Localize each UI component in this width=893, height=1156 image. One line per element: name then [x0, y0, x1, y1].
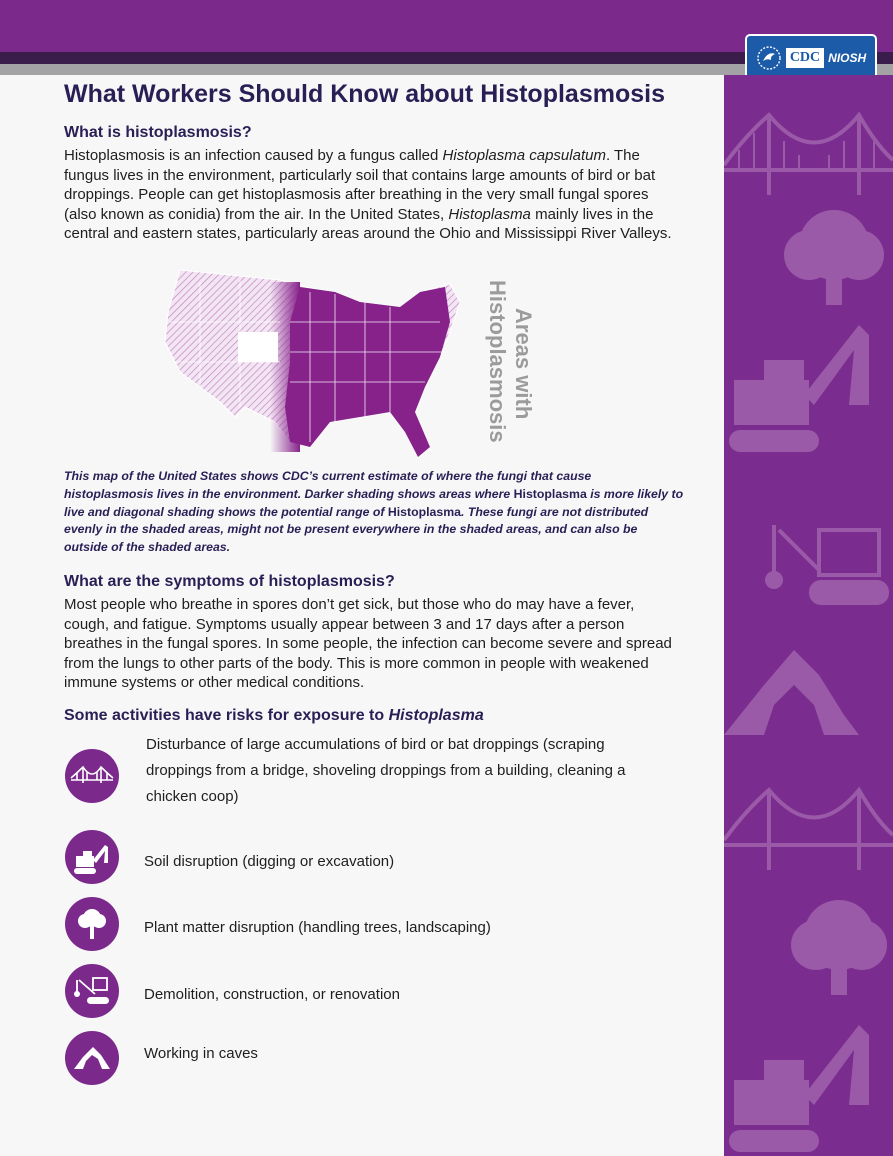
intro-species-name: Histoplasma capsulatum	[442, 147, 606, 164]
tree-icon-2	[791, 900, 887, 995]
activity-caves-text: Working in caves	[144, 1045, 258, 1062]
excavator-icon	[65, 830, 119, 884]
activity-soil-text: Soil disruption (digging or excavation)	[144, 853, 395, 870]
cdc-wordmark: CDC	[786, 48, 824, 68]
section-heading-symptoms: What are the symptoms of histoplasmosis?	[64, 573, 395, 590]
tree-icon	[65, 897, 119, 951]
sidebar-illustrations	[724, 75, 893, 1156]
cave-icon	[65, 1031, 119, 1085]
activities-heading-genus: Histoplasma	[388, 707, 484, 724]
section-heading-what-is: What is histoplasmosis?	[64, 124, 252, 141]
activity-plant-text: Plant matter disruption (handling trees, landscaping)	[144, 919, 491, 936]
map-title-vertical	[440, 280, 550, 450]
crane-icon	[767, 525, 879, 587]
intro-text-1: Histoplasmosis is an infection caused by a fungus called	[64, 147, 443, 164]
bridge-icon	[724, 115, 893, 195]
map-title-line1: Areas with	[511, 308, 536, 420]
intro-text-2: . The fungus lives in the environment, particularly soil that contains large amounts of bird or bat droppings. People can get histoplasmosis after breathing in the very small fungal spores (also known as conidia) from the air. In the United States,	[64, 147, 656, 223]
section-heading-activities	[64, 707, 484, 725]
map-caption	[64, 468, 684, 557]
caption-genus-2: Histoplasma	[387, 504, 461, 519]
caption-text-2: is more likely to live and diagonal shading shows the potential range of	[64, 486, 684, 519]
crane-base-icon	[809, 580, 889, 605]
activity-droppings-text: Disturbance of large accumulations of bird or bat droppings (scraping droppings from a bridge, shoveling droppings from a building, cleaning a chicken coop)	[146, 736, 626, 805]
intro-text-3: mainly lives in the central and eastern states, particularly areas around the Ohio and Mississippi River Valleys.	[64, 205, 672, 242]
symptoms-paragraph: Most people who breathe in spores don’t get sick, but those who do may have a fever, cough, and fatigue. Symptoms usually appear between 3 and 17 days after a person breathes in the fungal spores. In some people, the infection can become severe and spread from the lungs to other parts of the body. This is more common in people with weakened immune systems or other medical conditions.	[64, 596, 672, 691]
excavator-icon-2	[729, 1025, 869, 1152]
bridge-icon-2	[724, 790, 893, 870]
tree-icon	[784, 210, 884, 305]
activities-heading-text: Some activities have risks for exposure to	[64, 707, 389, 724]
niosh-wordmark: NIOSH	[828, 51, 867, 65]
activity-demolition-text: Demolition, construction, or renovation	[144, 986, 400, 1003]
cave-icon	[724, 650, 859, 735]
caption-text-1: This map of the United States shows CDC’s current estimate of where the fungi that cause histoplasmosis lives in the environment. Darker shading shows areas where	[64, 469, 592, 501]
map-title-line2: Histoplasmosis	[485, 280, 510, 443]
crane-icon	[65, 964, 119, 1018]
hhs-eagle-icon	[756, 45, 782, 71]
us-histoplasmosis-map	[160, 262, 460, 462]
page-title: What Workers Should Know about Histoplasmosis	[64, 80, 665, 108]
decorative-sidebar	[724, 75, 893, 1156]
caption-text-3: . These fungi are not distributed evenly in the shaded areas, might not be present everywhere in the shaded areas, and can also be outside of the shaded areas.	[64, 504, 649, 555]
intro-genus-name: Histoplasma	[448, 205, 531, 223]
caption-genus-1: Histoplasma	[513, 486, 587, 501]
bridge-icon	[65, 749, 119, 803]
excavator-icon	[729, 325, 869, 452]
section-intro-paragraph	[64, 146, 679, 244]
